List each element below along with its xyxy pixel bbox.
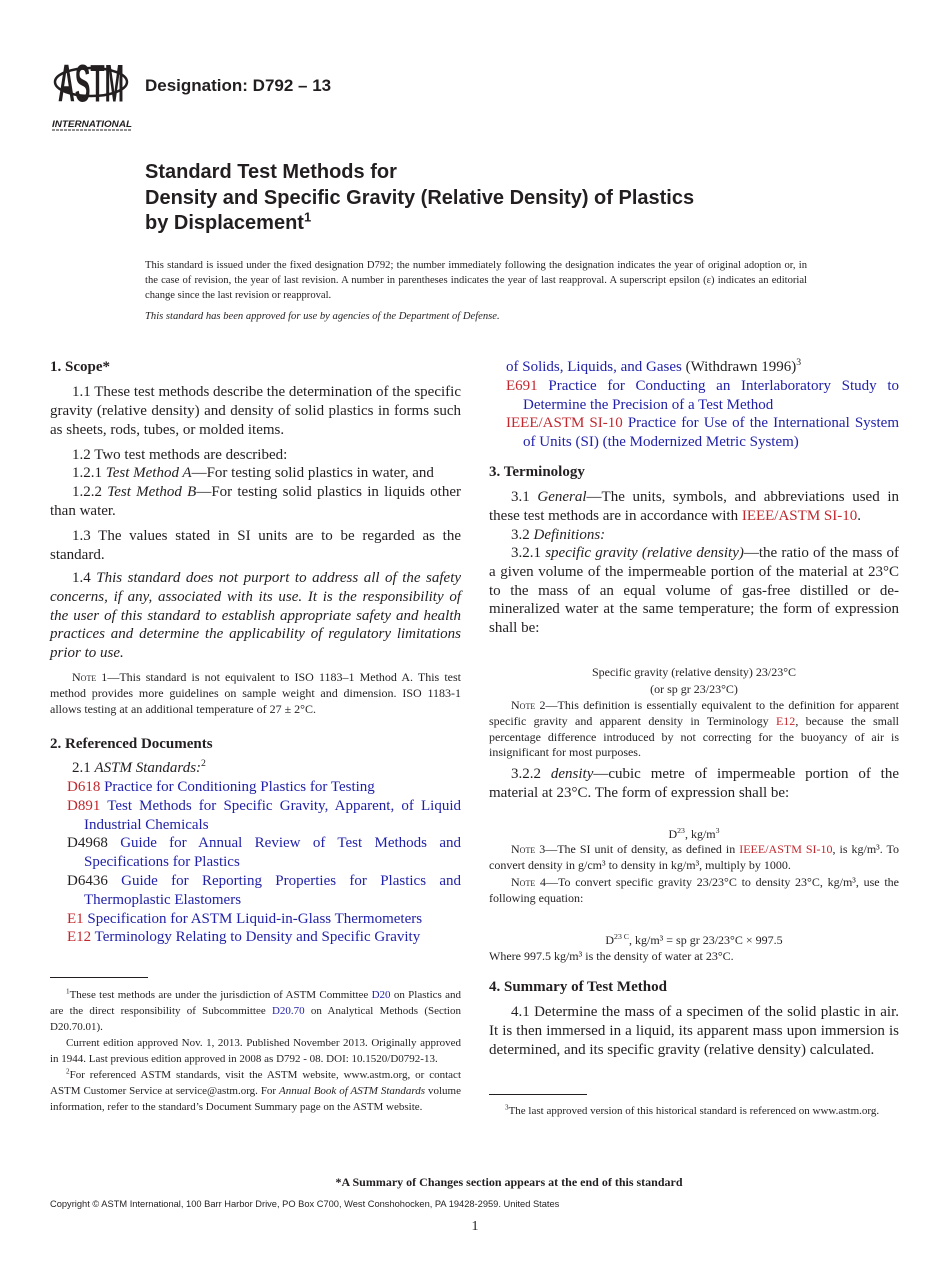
paragraph-3-1: 3.1 General—The units, symbols, and abbreviations used in these test methods are in accordance with IEEE/ASTM SI-10. [489, 489, 899, 524]
paragraph-1-2: 1.2 Two test methods are described: [72, 447, 288, 463]
title-line: Standard Test Methods for [145, 161, 397, 183]
section-heading-referenced-documents: 2. Referenced Documents [50, 736, 213, 752]
formula-conversion: $D^{23 C}$, kg/m³ = sp gr 23/23°C × 997.5 [605, 932, 783, 947]
footnote-divider [50, 977, 148, 978]
reference-item [506, 414, 899, 452]
preamble: This standard is issued under the fixed designation D792; the number immediately following the designation indicates the year of original adoption or, in the case of revision, the year of last revision. A number in parentheses indicates the year of last reapproval. A superscript epsilon (ε) indicates an editorial change since the last revision or reapproval. [145, 260, 807, 301]
si10-link[interactable]: IEEE/ASTM SI-10 [741, 507, 858, 524]
title-line: by Displacement [145, 212, 304, 234]
paragraph-4-1: 4.1 Determine the mass of a specimen of the solid plastic in air. It is then immersed in a liquid, its apparent mass upon immersion is determined, and its specific gravity (relative density) calculated. [489, 1004, 899, 1058]
svg-text:ASTM: ASTM [57, 55, 124, 114]
page-number: 1 [471, 1219, 479, 1234]
reference-title-link[interactable]: Test Methods for Specific Gravity, Apparent, of Liquid Industrial Chemicals [84, 797, 461, 833]
footnote-2: $^2$For referenced ASTM standards, visit the ASTM website, www.astm.org, or contact ASTM Customer Service at service@astm.org. For Annual Book of ASTM Standards volume information, refer to the standard’s Document Summary page on the ASTM website. [50, 1067, 461, 1113]
subcommittee-link[interactable]: D20.70 [271, 1005, 305, 1017]
copyright: Copyright © ASTM International, 100 Barr Harbor Drive, PO Box C700, West Conshohocken, PA 19428-2959. United States [50, 1199, 560, 1209]
title-footnote-ref[interactable]: 1 [303, 209, 312, 225]
reference-list-continued [506, 358, 899, 452]
reference-code-link[interactable]: D618 [67, 779, 101, 795]
footnote-3: $^3$The last approved version of this historical standard is referenced on www.astm.org. [505, 1103, 880, 1117]
reference-code-link[interactable]: E691 [506, 377, 538, 394]
reference-title-link-continued[interactable]: of Solids, Liquids, and Gases [506, 359, 682, 375]
reference-title-link[interactable]: Practice for Conditioning Plastics for Testing [104, 779, 375, 795]
reference-item [67, 910, 461, 929]
reference-code-link[interactable]: E12 [67, 929, 92, 946]
reference-item [67, 834, 461, 872]
section-heading-scope: 1. Scope* [50, 359, 110, 375]
reference-code-link[interactable]: D891 [67, 797, 101, 814]
reference-code-link[interactable]: E1 [67, 910, 84, 927]
reference-title-link[interactable]: Specification for ASTM Liquid-in-Glass Thermometers [87, 910, 423, 927]
reference-item [506, 377, 899, 415]
paragraph-1-3: 1.3 The values stated in SI units are to be regarded as the standard. [50, 528, 461, 563]
page-title [145, 160, 694, 237]
paragraph-2-1: 2.1 ASTM Standards:$^2$ [72, 758, 206, 776]
where-text: Where 997.5 kg/m³ is the density of water at 23°C. [489, 949, 734, 963]
reference-item [67, 928, 495, 947]
e12-link[interactable]: E12 [775, 713, 796, 728]
reference-code-link[interactable]: IEEE/ASTM SI-10 [506, 415, 623, 432]
dod-note: This standard has been approved for use by agencies of the Department of Defense. [145, 311, 500, 322]
reference-item [67, 797, 461, 835]
footnote-divider [489, 1094, 587, 1095]
committee-link[interactable]: D20 [371, 989, 391, 1001]
astm-logo-icon [50, 52, 134, 132]
note-2: Note 2—This definition is essentially equivalent to the definition for apparent specific gravity and apparent density in Terminology E12, because the small percentage difference introduced by not correcting for the buoyancy of air is insignificant for most purposes. [489, 698, 899, 760]
reference-item [67, 778, 461, 797]
reference-code: D6436 [67, 872, 108, 889]
reference-title-link[interactable]: Practice for Conducting an Interlaboratory Study to Determine the Precision of a Test Method [523, 377, 899, 413]
reference-title-link[interactable]: Guide for Annual Review of Test Methods and Specifications for Plastics [84, 835, 461, 871]
note-4: Note 4—To convert specific gravity 23/23°C to density 23°C, kg/m³, use the following equation: [489, 875, 900, 905]
svg-text:INTERNATIONAL: INTERNATIONAL [52, 119, 133, 130]
footnote-1: $^1$These test methods are under the jurisdiction of ASTM Committee D20 on Plastics and are the direct responsibility of Subcommittee D20.70 on Analytical Methods (Section D20.70.01). [50, 987, 461, 1033]
si10-link[interactable]: IEEE/ASTM SI-10 [739, 842, 833, 856]
formula-density: $D^{23}$, $kg/m^3$ [668, 826, 720, 841]
paragraph-1-1: 1.1 These test methods describe the determination of the specific gravity (relative density) and density of solid plastics in forms such as sheets, rods, tubes, or molded items. [50, 384, 461, 438]
section-heading-terminology: 3. Terminology [489, 464, 585, 480]
title-line: Density and Specific Gravity (Relative Density) of Plastics [145, 186, 695, 209]
reference-item-continuation: of Solids, Liquids, and Gases (Withdrawn 1996)$^3$ [506, 357, 802, 375]
reference-title-link[interactable]: Practice for Use of the International System of Units (SI) (the Modernized Metric System) [523, 415, 899, 451]
designation: Designation: D792 – 13 [145, 76, 332, 95]
footnotes-left [50, 987, 461, 1115]
reference-item [67, 872, 461, 910]
reference-title-link[interactable]: Guide for Reporting Properties for Plastics and Thermoplastic Elastomers [84, 872, 462, 908]
section-heading-summary: 4. Summary of Test Method [489, 979, 667, 995]
summary-of-changes-notice: *A Summary of Changes section appears at the end of this standard [335, 1175, 683, 1189]
reference-code: D4968 [67, 835, 108, 852]
note-3: Note 3—The SI unit of density, as defined in IEEE/ASTM SI-10, is kg/m³. To convert density in g/cm³ to density in kg/m³, multiply by 1000. [489, 842, 900, 872]
footnote-edition: Current edition approved Nov. 1, 2013. Published November 2013. Originally approved in 1944. Last previous edition approved in 2008 as D792 - 08. DOI: 10.1520/D0792-13. [50, 1037, 461, 1065]
paragraph-1-2-1: 1.2.1 Test Method A—For testing solid plastics in water, and [72, 465, 434, 481]
paragraph-3-2-1: 3.2.1 specific gravity (relative density)—the ratio of the mass of a given volume of the impermeable portion of the material at 23°C to the mass of an equal volume of gas-free distilled or de-mineralized water at the same temperature; the form of expression shall be: [489, 545, 899, 637]
reference-title-link[interactable]: Terminology Relating to Density and Specific Gravity [94, 929, 421, 946]
paragraph-1-4: 1.4 This standard does not purport to address all of the safety concerns, if any, associated with its use. It is the responsibility of the user of this standard to establish appropriate safety and health practices and determine the applicability of regulatory limitations prior to use. [50, 570, 462, 662]
astm-logo [50, 52, 134, 132]
paragraph-3-2: 3.2 Definitions: [511, 527, 606, 543]
formula-specific-gravity: Specific gravity (relative density) 23/23°C (or sp gr 23/23°C) [591, 665, 797, 696]
paragraph-1-2-2: 1.2.2 Test Method B—For testing solid plastics in liquids other than water. [50, 484, 462, 519]
reference-list [67, 778, 461, 947]
paragraph-3-2-2: 3.2.2 density—cubic metre of impermeable portion of the material at 23°C. The form of expression shall be: [489, 766, 900, 801]
note-1: Note 1—This standard is not equivalent to ISO 1183–1 Method A. This test method provides more guidelines on sample weight and dimension. ISO 1183-1 allows testing at an additional temperature of 27 ± 2°C. [50, 670, 461, 716]
